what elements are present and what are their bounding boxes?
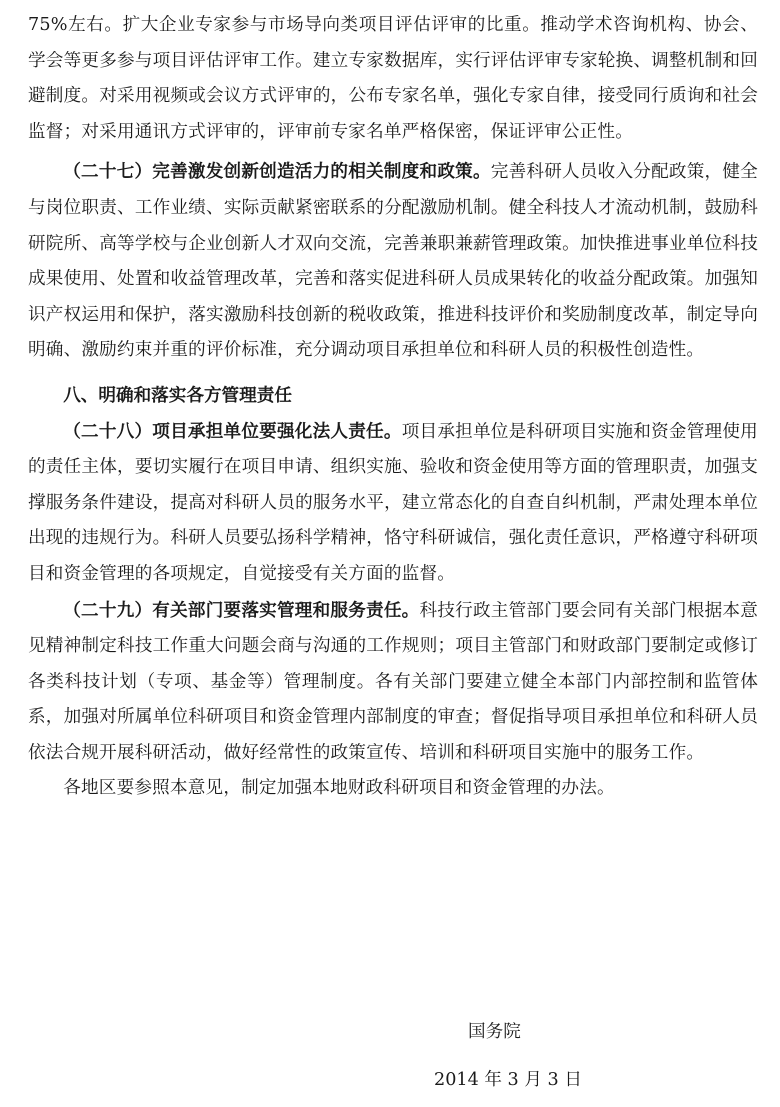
item-29-body: 科技行政主管部门要会同有关部门根据本意见精神制定科技工作重大问题会商与沟通的工作规则；项目主管部门和财政部门要制定或修订各类科技计划（专项、基金等）管理制度。各有关部门要建立健全本部门内部控制和监管体系，加强对所属单位科研项目和资金管理内部制度的审查；督促指导项目承担单位和科研人员依法合规开展科研活动，做好经常性的政策宣传、培训和科研项目实施中的服务工作。: [28, 600, 758, 763]
date: 2014 年 3 月 3 日: [434, 1070, 582, 1090]
item-27-title: （二十七）完善激发创新创造活力的相关制度和政策。: [63, 161, 491, 183]
item-28-paragraph: [28, 414, 758, 593]
item-29-title: （二十九）有关部门要落实管理和服务责任。: [63, 599, 420, 621]
item-29-paragraph: [28, 593, 758, 772]
signer: 国务院: [468, 1022, 521, 1042]
item-28-title: （二十八）项目承担单位要强化法人责任。: [63, 420, 402, 442]
document-body: [28, 8, 758, 807]
closing-paragraph: 各地区要参照本意见，制定加强本地财政科研项目和资金管理的办法。: [63, 778, 615, 799]
intro-continuation-paragraph: 75%左右。扩大企业专家参与市场导向类项目评估评审的比重。推动学术咨询机构、协会、学会等更多参与项目评估评审工作。建立专家数据库，实行评估评审专家轮换、调整机制和回避制度。对采用视频或会议方式评审的，公布专家名单，强化专家自律，接受同行质询和社会监督；对采用通讯方式评审的，评审前专家名单严格保密，保证评审公正性。: [28, 15, 758, 142]
item-28-body: 项目承担单位是科研项目实施和资金管理使用的责任主体，要切实履行在项目申请、组织实施、验收和资金使用等方面的管理职责，加强支撑服务条件建设，提高对科研人员的服务水平，建立常态化的自查自纠机制，严肃处理本单位出现的违规行为。科研人员要弘扬科学精神，恪守科研诚信，强化责任意识，严格遵守科研项目和资金管理的各项规定，自觉接受有关方面的监督。: [28, 421, 758, 584]
item-27-paragraph: [28, 154, 758, 369]
item-27-body: 完善科研人员收入分配政策，健全与岗位职责、工作业绩、实际贡献紧密联系的分配激励机制。健全科技人才流动机制，鼓励科研院所、高等学校与企业创新人才双向交流，完善兼职兼薪管理政策。加快推进事业单位科技成果使用、处置和收益管理改革，完善和落实促进科研人员成果转化的收益分配政策。加强知识产权运用和保护，落实激励科技创新的税收政策，推进科技评价和奖励制度改革，制定导向明确、激励约束并重的评价标准，充分调动项目承担单位和科研人员的积极性创造性。: [28, 162, 758, 361]
section-8-heading: 八、明确和落实各方管理责任: [63, 384, 292, 406]
